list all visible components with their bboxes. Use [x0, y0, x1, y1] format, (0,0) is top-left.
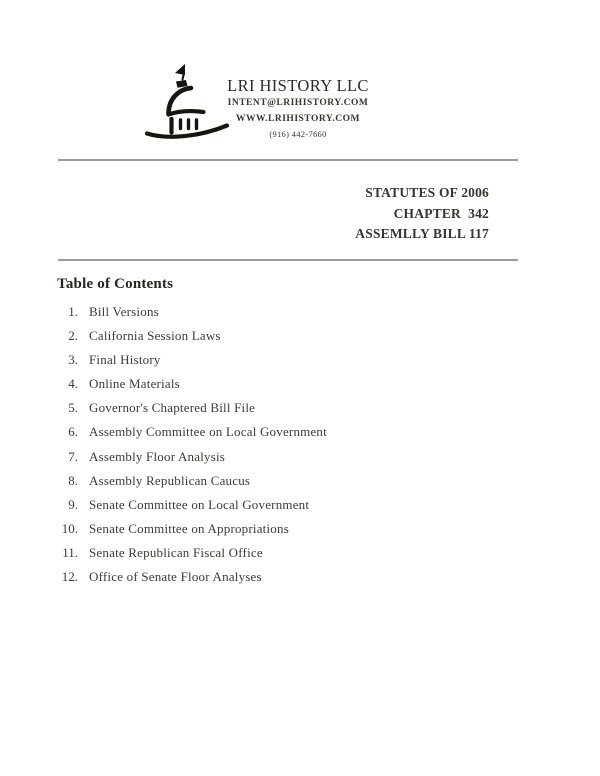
- toc-item: [0, 300, 560, 324]
- toc-item-label: Assembly Republican Caucus: [89, 472, 251, 488]
- statute-reference: [355, 183, 489, 245]
- toc-item: [0, 372, 560, 396]
- toc-item-number: 4.: [68, 376, 78, 392]
- bill-line: ASSEMLLY BILL 117: [355, 226, 489, 241]
- toc-item-label: Governor's Chaptered Bill File: [89, 400, 256, 416]
- divider-rule-top: [58, 159, 518, 161]
- company-name: LRI HISTORY LLC: [227, 76, 369, 95]
- toc-item-number: 1.: [68, 304, 78, 319]
- toc-item-number: 12.: [61, 569, 78, 585]
- company-email: INTENT@LRIHISTORY.COM: [227, 98, 369, 108]
- toc-item: [0, 565, 560, 589]
- toc-item-number: 2.: [68, 328, 78, 344]
- toc-item-number: 11.: [62, 544, 78, 560]
- letterhead: [168, 76, 428, 142]
- toc-item: [0, 420, 560, 444]
- toc-item-number: 3.: [68, 352, 78, 368]
- toc-item-label: Online Materials: [89, 376, 180, 392]
- chapter-line: CHAPTER 342: [393, 205, 489, 221]
- toc-item-label: Assembly Floor Analysis: [89, 448, 226, 464]
- toc-item: [0, 469, 560, 493]
- toc-item-label: Bill Versions: [89, 304, 159, 319]
- toc-item: [0, 541, 560, 565]
- toc-list: [0, 300, 560, 589]
- toc-item: [0, 445, 560, 469]
- toc-item-label: Senate Republican Fiscal Office: [89, 544, 263, 560]
- toc-item-label: Senate Committee on Local Government: [89, 496, 310, 512]
- company-website: WWW.LRIHISTORY.COM: [236, 113, 360, 124]
- toc-item: [0, 324, 560, 348]
- statutes-year-line: STATUTES OF 2006: [365, 185, 489, 200]
- toc-item: [0, 348, 560, 372]
- toc-item: [0, 396, 560, 420]
- toc-heading: Table of Contents: [57, 276, 174, 292]
- toc-item: [0, 493, 560, 517]
- toc-item: [0, 517, 560, 541]
- divider-rule-bottom: [58, 259, 518, 261]
- toc-item-number: 10.: [61, 520, 78, 536]
- toc-item-label: Office of Senate Floor Analyses: [89, 569, 262, 585]
- toc-item-label: Assembly Committee on Local Government: [89, 424, 327, 440]
- toc-item-number: 6.: [68, 424, 78, 440]
- toc-item-number: 5.: [68, 400, 78, 416]
- toc-item-label: Final History: [89, 352, 161, 368]
- toc-item-number: 7.: [68, 448, 78, 464]
- toc-item-number: 8.: [68, 472, 78, 488]
- toc-item-label: Senate Committee on Appropriations: [89, 520, 289, 536]
- company-phone: (916) 442-7660: [269, 129, 327, 139]
- toc-item-number: 9.: [68, 496, 78, 512]
- toc-item-label: California Session Laws: [89, 328, 221, 344]
